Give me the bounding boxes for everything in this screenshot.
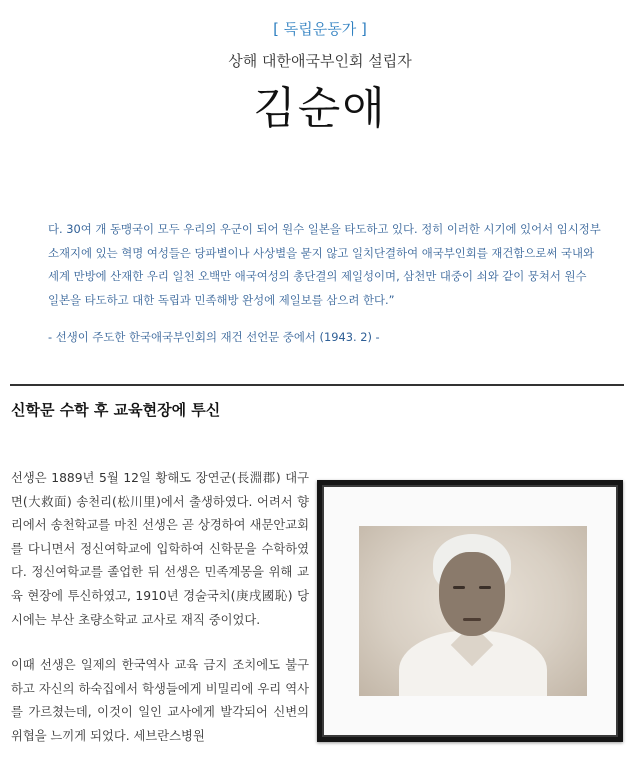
body-paragraph: 이때 선생은 일제의 한국역사 교육 금지 조치에도 불구하고 자신의 하숙집에서 학생들에게 비밀리에 우리 역사를 가르쳤는데, 이것이 일인 교사에게 발각되어 신변의 위협을 느끼게 되었다. 세브란스병원 (11, 658, 309, 743)
portrait-mouth (463, 618, 481, 621)
article-body (11, 467, 309, 771)
portrait-photo (359, 526, 587, 696)
category-label: [ 독립운동가 ] (273, 20, 367, 38)
body-paragraph: 선생은 1889년 5월 12일 황해도 장연군(長淵郡) 대구면(大救面) 송천리(松川里)에서 출생하였다. 어려서 향리에서 송천학교를 마친 선생은 곧 상경하여 새문안교회를 다니면서 정신여학교에 입학하여 신학문을 수학하였다. 정신여학교를 졸업한 뒤 선생은 민족계몽을 위해 교육 현장에 투신하였고, 1910년 경술국치(庚戌國恥) 당시에는 부산 초량소학교 교사로 재직 중이었다. (11, 471, 309, 627)
quote-line: 소재지에 있는 혁명 여성들은 당파별이나 사상별을 묻지 않고 일치단결하여 애국부인회를 재건함으로써 국내와 (48, 245, 594, 260)
section-divider (10, 384, 624, 386)
portrait-eye (479, 586, 491, 589)
portrait-eye (453, 586, 465, 589)
portrait-face (439, 552, 505, 636)
quote-line: 일본을 타도하고 대한 독립과 민족해방 완성에 제일보를 삼으려 한다.” (48, 292, 395, 307)
subtitle: 상해 대한애국부인회 설립자 (228, 52, 412, 70)
quote-line: 다. 30여 개 동맹국이 모두 우리의 우군이 되어 원수 일본을 타도하고 있다. 정히 이러한 시기에 있어서 임시정부 (48, 222, 601, 236)
section-title: 신학문 수학 후 교육현장에 투신 (11, 401, 221, 419)
portrait-mat (322, 485, 618, 737)
portrait-frame (317, 480, 623, 742)
quote-source: - 선생이 주도한 한국애국부인회의 재건 선언문 중에서 (1943. 2) - (48, 330, 380, 344)
quote-block (48, 218, 628, 350)
page-title: 김순애 (253, 83, 387, 134)
quote-line: 세계 만방에 산재한 우리 일천 오백만 애국여성의 총단결의 제일성이며, 삼천만 대중이 쇠와 같이 뭉쳐서 원수 (48, 269, 587, 283)
